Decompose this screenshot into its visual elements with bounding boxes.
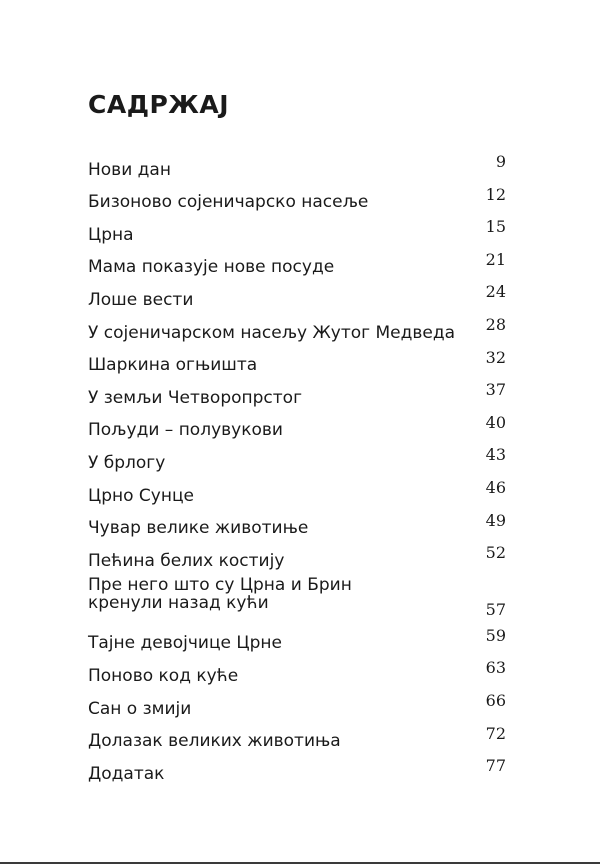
toc-entry xyxy=(88,344,506,377)
entry-title: Сан о змији xyxy=(88,698,192,719)
entry-page-number: 66 xyxy=(485,690,506,710)
entry-title: Додатак xyxy=(88,763,165,784)
entry-page-number: 77 xyxy=(485,756,506,776)
toc-entry xyxy=(88,246,506,279)
toc-entry xyxy=(88,507,506,540)
entry-title: У брлогу xyxy=(88,452,166,473)
entry-page-number: 9 xyxy=(495,152,506,171)
toc-entry xyxy=(88,376,506,409)
entry-page-number: 43 xyxy=(485,445,506,465)
entry-title: Поново код куће xyxy=(88,665,239,686)
toc-entry xyxy=(88,687,506,720)
entry-page-number: 52 xyxy=(485,543,506,563)
entry-title: Чувар велике животиње xyxy=(88,518,309,539)
toc-entry xyxy=(88,572,506,622)
entry-title: Црна xyxy=(88,224,134,245)
entry-title: Пољуди – полувукови xyxy=(88,420,283,441)
entry-title: Црно Сунце xyxy=(88,485,194,506)
entry-title: Тајне девојчице Црне xyxy=(88,633,282,654)
toc-entry xyxy=(88,654,506,687)
entry-title: Нови дан xyxy=(88,159,171,180)
entry-page-number: 59 xyxy=(485,625,506,645)
toc-entry xyxy=(88,622,506,655)
entry-title: Долазак великих животиња xyxy=(88,731,341,752)
entry-page-number: 63 xyxy=(485,658,506,678)
toc-entry xyxy=(88,752,506,785)
table-of-contents xyxy=(88,148,506,785)
entry-title: У земљи Четворопрстог xyxy=(88,387,302,408)
entry-title: Пећина белих костију xyxy=(88,550,285,571)
entry-page-number: 24 xyxy=(485,282,506,302)
toc-entry xyxy=(88,311,506,344)
page-bottom-rule xyxy=(0,862,600,864)
page-title: САДРЖАЈ xyxy=(88,90,230,119)
toc-entry xyxy=(88,278,506,311)
toc-entry xyxy=(88,213,506,246)
entry-title: Мама показује нове посуде xyxy=(88,257,335,278)
toc-entry xyxy=(88,181,506,214)
entry-page-number: 57 xyxy=(485,599,506,619)
toc-entry xyxy=(88,539,506,572)
toc-entry xyxy=(88,148,506,181)
entry-page-number: 21 xyxy=(485,249,506,269)
entry-page-number: 46 xyxy=(485,477,506,497)
entry-title: Шаркина огњишта xyxy=(88,355,258,376)
entry-page-number: 15 xyxy=(485,217,506,237)
toc-entry xyxy=(88,441,506,474)
entry-page-number: 37 xyxy=(485,380,506,400)
entry-page-number: 32 xyxy=(485,347,506,367)
entry-title: У сојеничарском насељу Жутог Медведа xyxy=(88,322,456,343)
entry-page-number: 49 xyxy=(485,510,506,530)
entry-page-number: 40 xyxy=(485,412,506,432)
entry-title: Бизоново сојеничарско насеље xyxy=(88,192,369,213)
entry-title: Лоше вести xyxy=(88,289,194,310)
toc-entry xyxy=(88,409,506,442)
toc-entry xyxy=(88,720,506,753)
entry-page-number: 72 xyxy=(485,723,506,743)
toc-entry xyxy=(88,474,506,507)
entry-page-number: 12 xyxy=(485,184,506,204)
entry-title: Пре него што су Црна и Брин кренули назад кући xyxy=(88,574,352,613)
entry-page-number: 28 xyxy=(485,314,506,334)
